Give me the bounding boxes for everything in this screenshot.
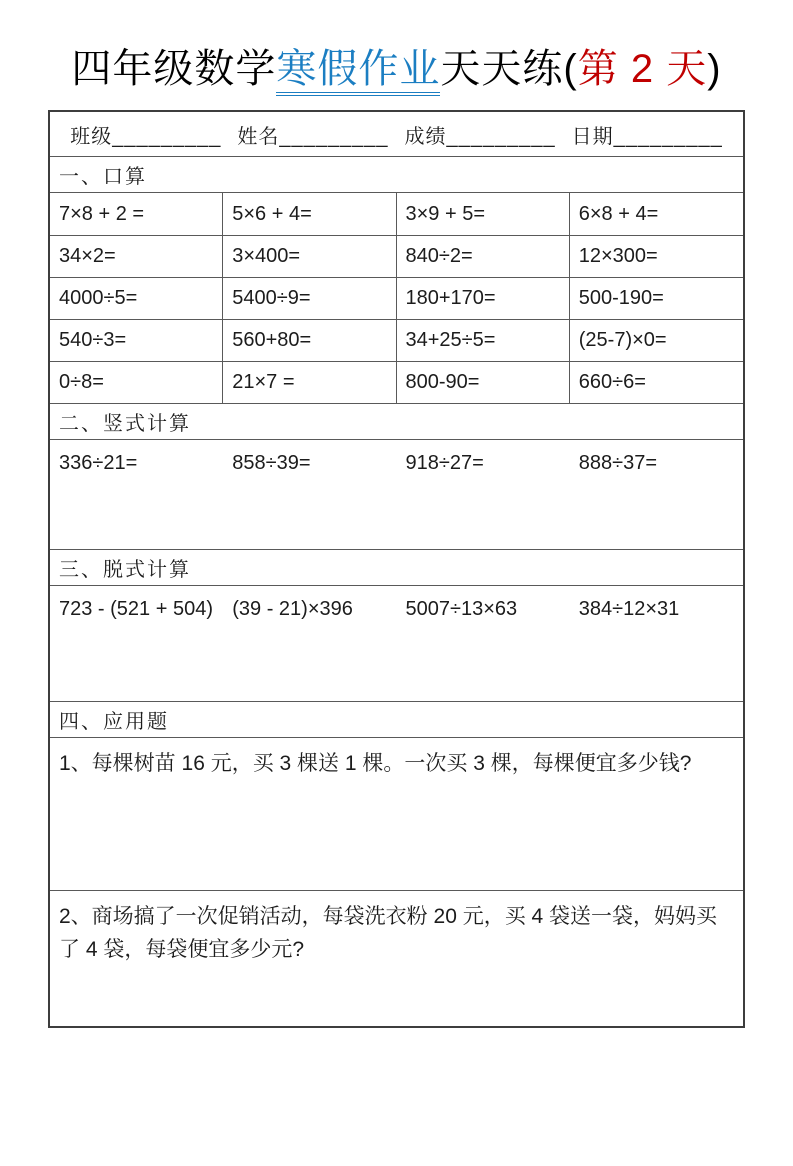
oral-problem-cell: 5×6 + 4= bbox=[223, 193, 396, 235]
info-row bbox=[50, 112, 743, 156]
oral-problem-cell: 7×8 + 2 = bbox=[50, 193, 223, 235]
oral-problem-cell: 660÷6= bbox=[570, 361, 743, 403]
title-middle: 天天练( bbox=[440, 47, 578, 91]
oral-problem-cell: 12×300= bbox=[570, 235, 743, 277]
stepwise-problem: 5007÷13×63 bbox=[405, 598, 518, 620]
vertical-problem: 858÷39= bbox=[232, 452, 311, 474]
title-suffix: ) bbox=[707, 47, 722, 91]
word-problem-1: 1、每棵树苗 16 元，买 3 棵送 1 棵。一次买 3 棵，每棵便宜多少钱? bbox=[50, 737, 743, 890]
section-heading-oral-calc: 一、口算 bbox=[50, 156, 743, 192]
oral-problem-cell: 3×9 + 5= bbox=[397, 193, 570, 235]
class-blank-field: 班级_________ bbox=[70, 125, 222, 148]
oral-problem-cell: 3×400= bbox=[223, 235, 396, 277]
oral-problem-cell: 34+25÷5= bbox=[397, 319, 570, 361]
vertical-problem: 888÷37= bbox=[578, 452, 658, 474]
score-blank-field: 成绩_________ bbox=[404, 125, 556, 148]
title-day-number: 第 2 天 bbox=[577, 47, 708, 91]
oral-problem-cell: 560+80= bbox=[223, 319, 396, 361]
date-blank-field: 日期_________ bbox=[571, 125, 723, 148]
stepwise-problem: 384÷12×31 bbox=[578, 598, 680, 620]
oral-problem-cell: 5400÷9= bbox=[223, 277, 396, 319]
oral-problem-cell: 6×8 + 4= bbox=[578, 202, 659, 225]
vertical-calc-row bbox=[50, 439, 743, 549]
section-heading-vertical-calc: 二、竖式计算 bbox=[50, 403, 743, 439]
stepwise-problem: (39 - 21)×396 bbox=[232, 598, 353, 620]
stepwise-problem: 723 - (521 + 504) bbox=[59, 598, 213, 620]
oral-problem-cell: 800-90= bbox=[397, 361, 570, 403]
oral-problem-cell: 180+170= bbox=[397, 277, 570, 319]
word-problem-2: 2、商场搞了一次促销活动，每袋洗衣粉 20 元，买 4 袋送一袋，妈妈买了 4 袋，每袋便宜多少元? bbox=[50, 890, 743, 1026]
oral-problem-cell: 840÷2= bbox=[397, 235, 570, 277]
name-blank-field: 姓名_________ bbox=[237, 125, 389, 148]
section-heading-stepwise-calc: 三、脱式计算 bbox=[50, 549, 743, 585]
oral-problem-cell: 0÷8= bbox=[50, 361, 223, 403]
title-prefix: 四年级数学 bbox=[71, 47, 277, 91]
oral-problem-cell: (25-7)×0= bbox=[570, 319, 743, 361]
stepwise-calc-row bbox=[50, 585, 743, 701]
oral-problem-cell: 540÷3= bbox=[50, 319, 223, 361]
worksheet-title bbox=[0, 44, 793, 94]
oral-problem-cell: 21×7 = bbox=[223, 361, 396, 403]
oral-calc-grid bbox=[50, 192, 743, 403]
section-heading-word-problems: 四、应用题 bbox=[50, 701, 743, 737]
worksheet-table bbox=[48, 110, 745, 1028]
oral-problem-cell: 4000÷5= bbox=[50, 277, 223, 319]
oral-problem-cell: 500-190= bbox=[570, 277, 743, 319]
title-highlight-link: 寒假作业 bbox=[276, 47, 440, 96]
vertical-problem: 918÷27= bbox=[405, 452, 484, 474]
vertical-problem: 336÷21= bbox=[59, 452, 138, 474]
oral-problem-cell: 34×2= bbox=[50, 235, 223, 277]
